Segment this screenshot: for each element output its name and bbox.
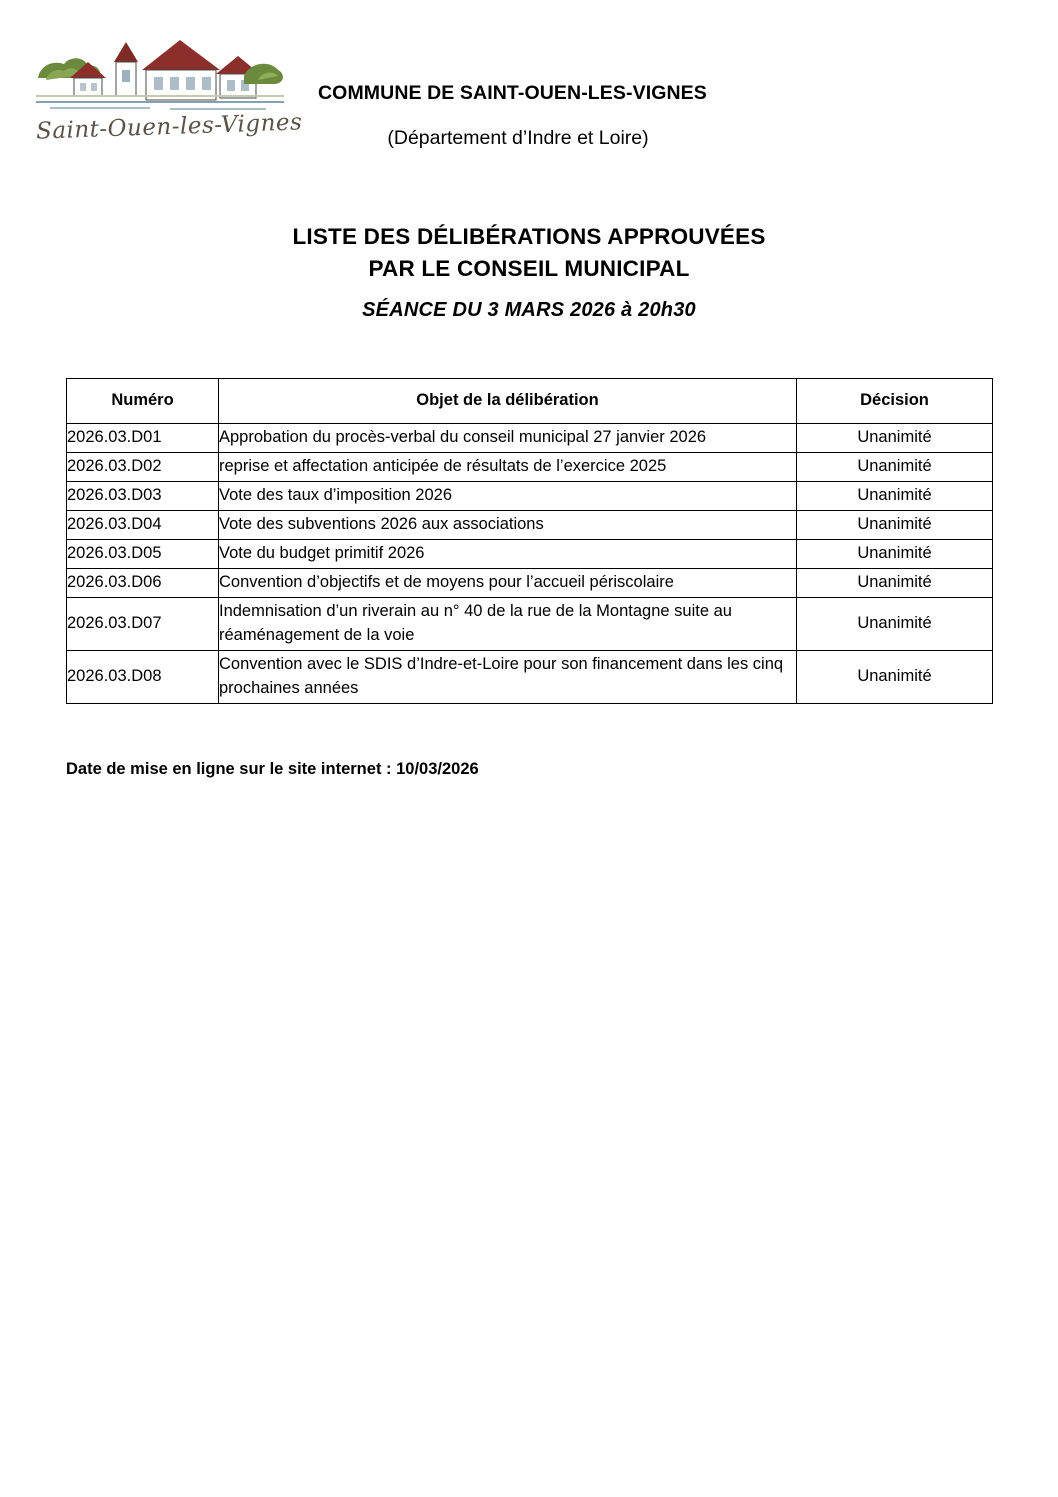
cell-objet: Convention avec le SDIS d’Indre-et-Loire pour son financement dans les cinq prochaines années <box>219 650 797 703</box>
cell-decision: Unanimité <box>797 568 993 597</box>
commune-name: COMMUNE DE SAINT-OUEN-LES-VIGNES <box>318 82 707 104</box>
cell-decision: Unanimité <box>797 597 993 650</box>
table-row <box>67 510 993 539</box>
document-title-line1: LISTE DES DÉLIBÉRATIONS APPROUVÉES <box>292 224 766 249</box>
table-row <box>67 597 993 650</box>
online-publication-date: Date de mise en ligne sur le site internet : 10/03/2026 <box>66 759 479 778</box>
cell-decision: Unanimité <box>797 539 993 568</box>
cell-decision: Unanimité <box>797 510 993 539</box>
cell-decision: Unanimité <box>797 481 993 510</box>
table-row <box>67 423 993 452</box>
cell-objet: Convention d’objectifs et de moyens pour l’accueil périscolaire <box>219 568 797 597</box>
column-header-objet: Objet de la délibération <box>219 378 797 423</box>
village-illustration-icon <box>30 22 290 122</box>
cell-objet: Vote du budget primitif 2026 <box>219 539 797 568</box>
deliberations-table-wrapper <box>66 378 992 704</box>
cell-objet: Vote des taux d’imposition 2026 <box>219 481 797 510</box>
cell-numero: 2026.03.D01 <box>67 423 219 452</box>
table-row <box>67 539 993 568</box>
document-title <box>0 221 1058 285</box>
cell-decision: Unanimité <box>797 650 993 703</box>
document-header <box>0 0 1058 175</box>
table-header-row <box>67 378 993 423</box>
cell-decision: Unanimité <box>797 452 993 481</box>
table-row <box>67 568 993 597</box>
cell-numero: 2026.03.D06 <box>67 568 219 597</box>
commune-logo <box>30 22 303 162</box>
logo-caption: Saint-Ouen-les-Vignes <box>35 109 303 145</box>
cell-objet: Approbation du procès-verbal du conseil municipal 27 janvier 2026 <box>219 423 797 452</box>
deliberations-table <box>66 378 993 704</box>
cell-numero: 2026.03.D03 <box>67 481 219 510</box>
cell-numero: 2026.03.D05 <box>67 539 219 568</box>
cell-objet: Vote des subventions 2026 aux associations <box>219 510 797 539</box>
header-titles <box>318 82 978 150</box>
table-row <box>67 650 993 703</box>
cell-numero: 2026.03.D08 <box>67 650 219 703</box>
cell-objet: reprise et affectation anticipée de résultats de l’exercice 2025 <box>219 452 797 481</box>
document-subtitle: SÉANCE DU 3 MARS 2026 à 20h30 <box>362 298 696 321</box>
document-title-line2: PAR LE CONSEIL MUNICIPAL <box>368 255 690 281</box>
column-header-numero: Numéro <box>67 378 219 423</box>
cell-decision: Unanimité <box>797 423 993 452</box>
departement-name: (Département d’Indre et Loire) <box>387 127 649 149</box>
cell-objet: Indemnisation d’un riverain au n° 40 de la rue de la Montagne suite au réaménagement de la voie <box>219 597 797 650</box>
table-row <box>67 481 993 510</box>
column-header-decision: Décision <box>797 378 993 423</box>
cell-numero: 2026.03.D02 <box>67 452 219 481</box>
cell-numero: 2026.03.D07 <box>67 597 219 650</box>
table-row <box>67 452 993 481</box>
cell-numero: 2026.03.D04 <box>67 510 219 539</box>
